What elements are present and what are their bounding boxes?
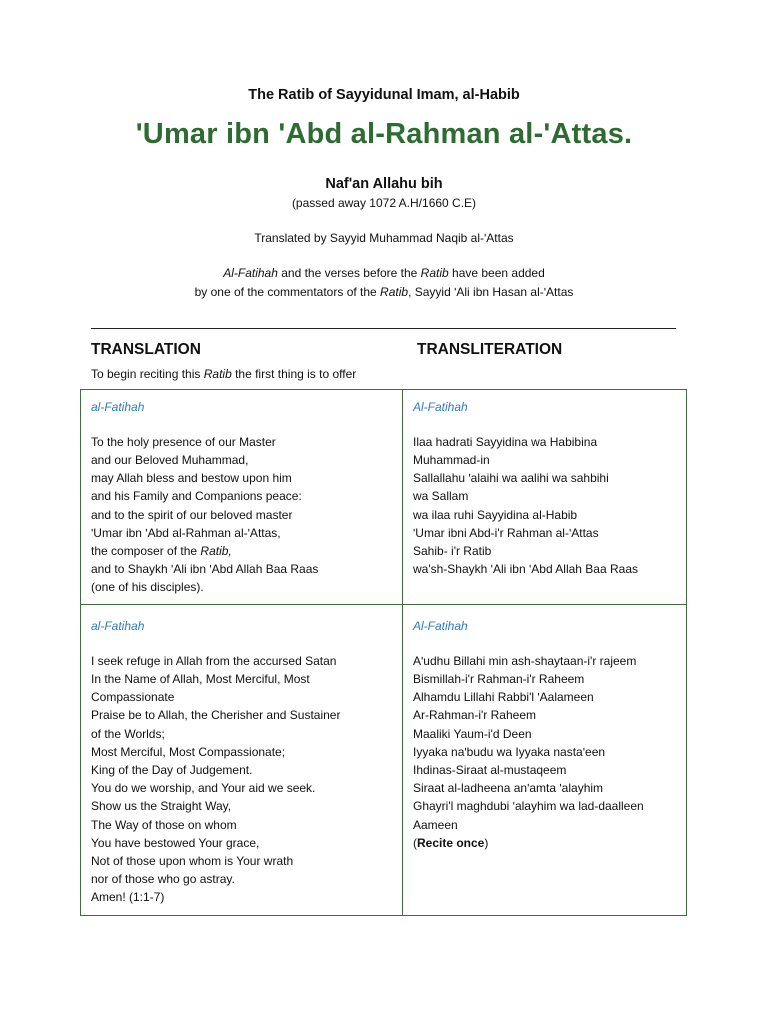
- text-line: Sallallahu ʹalaihi wa aalihi wa sahbihi: [413, 471, 609, 486]
- intro-text-part: To begin reciting this: [91, 367, 204, 381]
- text-line: Ilaa hadrati Sayyidina wa Habibina: [413, 434, 598, 449]
- text-line: ʹUmar ibn ʹAbd al-Rahman al-ʹAttas,: [91, 525, 281, 540]
- row1-translation-label: al-Fatihah: [91, 400, 145, 414]
- transliteration-heading: TRANSLITERATION: [417, 341, 563, 358]
- note-text: have been added: [448, 266, 545, 280]
- row2-transliteration-label: Al-Fatihah: [413, 619, 468, 633]
- intro-text: [91, 367, 356, 381]
- intro-italic-ratib: Ratib: [203, 367, 232, 381]
- passed-away-date: (passed away 1072 A.H/1660 C.E): [291, 196, 477, 210]
- text-line: (one of his disciples).: [91, 580, 204, 595]
- note-line-2: [0, 285, 768, 299]
- recite-once-bold: Recite once: [417, 835, 485, 850]
- text-line: wa Sallam: [413, 489, 469, 504]
- paren-close: ): [484, 835, 489, 850]
- text-line: Aameen: [413, 817, 458, 832]
- row1-translation-cell: [91, 398, 318, 597]
- text-line: Alhamdu Lillahi Rabbi'l ʹAalameen: [413, 690, 594, 705]
- text-line: nor of those who go astray.: [91, 872, 235, 887]
- text-line: Siraat al-ladheena anʹamta ʹalayhim: [413, 781, 604, 796]
- text-line: ʹUmar ibni Abd-i'r Rahman al-ʹAttas: [413, 525, 599, 540]
- pre-title: The Ratib of Sayyidunal Imam, al-Habib: [248, 87, 520, 103]
- text-line: Bismillah-i'r Rahman-i'r Raheem: [413, 671, 585, 686]
- text-line: and his Family and Companions peace:: [91, 489, 302, 504]
- text-line: In the Name of Allah, Most Merciful, Most: [91, 671, 310, 686]
- text-line: Ghayri'l maghdubi ʹalayhim wa lad-daalleen: [413, 799, 644, 814]
- note-italic-ratib: Ratib: [380, 285, 409, 299]
- text-line: wa ilaa ruhi Sayyidina al-Habib: [413, 507, 578, 522]
- text-line: To the holy presence of our Master: [91, 434, 276, 449]
- row2-transliteration-cell: [413, 617, 644, 852]
- text-line: Show us the Straight Way,: [91, 799, 232, 814]
- note-text: , Sayyid ʹAli ibn Hasan al-ʹAttas: [408, 285, 574, 299]
- translation-heading: TRANSLATION: [91, 341, 201, 358]
- text-line: Aʹudhu Billahi min ash-shaytaan-i'r rajeem: [413, 653, 637, 668]
- text-line: King of the Day of Judgement.: [91, 762, 253, 777]
- text-line: may Allah bless and bestow upon him: [91, 471, 292, 486]
- table-column-divider: [402, 389, 403, 916]
- note-text: by one of the commentators of the: [194, 285, 381, 299]
- row1-transliteration-label: Al-Fatihah: [413, 400, 468, 414]
- paren-open: (: [413, 835, 417, 850]
- text-line: and to Shaykh ʹAli ibn ʹAbd Allah Baa Raas: [91, 562, 319, 577]
- text-line: Praise be to Allah, the Cherisher and Sustainer: [91, 708, 341, 723]
- text-line: I seek refuge in Allah from the accursed Satan: [91, 653, 337, 668]
- text-line: Compassionate: [91, 690, 175, 705]
- text-line: Most Merciful, Most Compassionate;: [91, 744, 286, 759]
- note-line-1: [0, 266, 768, 280]
- text-line: You do we worship, and Your aid we seek.: [91, 781, 316, 796]
- text-line: Sahib- i'r Ratib: [413, 543, 492, 558]
- text-line: Amen! (1:1-7): [91, 890, 165, 905]
- text-line: wa'sh-Shaykh ʹAli ibn ʹAbd Allah Baa Raas: [413, 562, 638, 577]
- row1-transliteration-cell: [413, 398, 638, 578]
- row2-translation-cell: [91, 617, 340, 907]
- text-line: Not of those upon whom is Your wrath: [91, 853, 294, 868]
- text-line: and to the spirit of our beloved master: [91, 507, 293, 522]
- recite-once-note: [413, 834, 644, 852]
- text-line-part: the composer of the: [91, 543, 201, 558]
- text-line: You have bestowed Your grace,: [91, 835, 260, 850]
- text-line: of the Worlds;: [91, 726, 165, 741]
- note-italic-ratib: Ratib: [420, 266, 449, 280]
- text-line: Ihdinas-Siraat al-mustaqeem: [413, 762, 567, 777]
- main-title: ʹUmar ibn ʹAbd al-Rahman al-ʹAttas.: [135, 118, 633, 150]
- text-line: The Way of those on whom: [91, 817, 237, 832]
- note-italic-fatihah: Al-Fatihah: [223, 266, 278, 280]
- text-line: Ar-Rahman-i'r Raheem: [413, 708, 536, 723]
- horizontal-divider: [91, 328, 676, 329]
- honorific: Nafʹan Allahu bih: [325, 176, 443, 192]
- translator-credit: Translated by Sayyid Muhammad Naqib al-ʹAttas: [254, 231, 514, 245]
- intro-text-part: the first thing is to offer: [231, 367, 357, 381]
- text-line: Iyyaka naʹbudu wa Iyyaka nastaʹeen: [413, 744, 606, 759]
- italic-ratib: Ratib,: [200, 543, 232, 558]
- text-line: Maaliki Yaum-i'd Deen: [413, 726, 532, 741]
- text-line: Muhammad-in: [413, 452, 490, 467]
- table-row-divider: [80, 604, 687, 605]
- row2-translation-label: al-Fatihah: [91, 619, 145, 633]
- text-line: and our Beloved Muhammad,: [91, 452, 249, 467]
- note-text: and the verses before the: [277, 266, 421, 280]
- text-line: [91, 542, 318, 560]
